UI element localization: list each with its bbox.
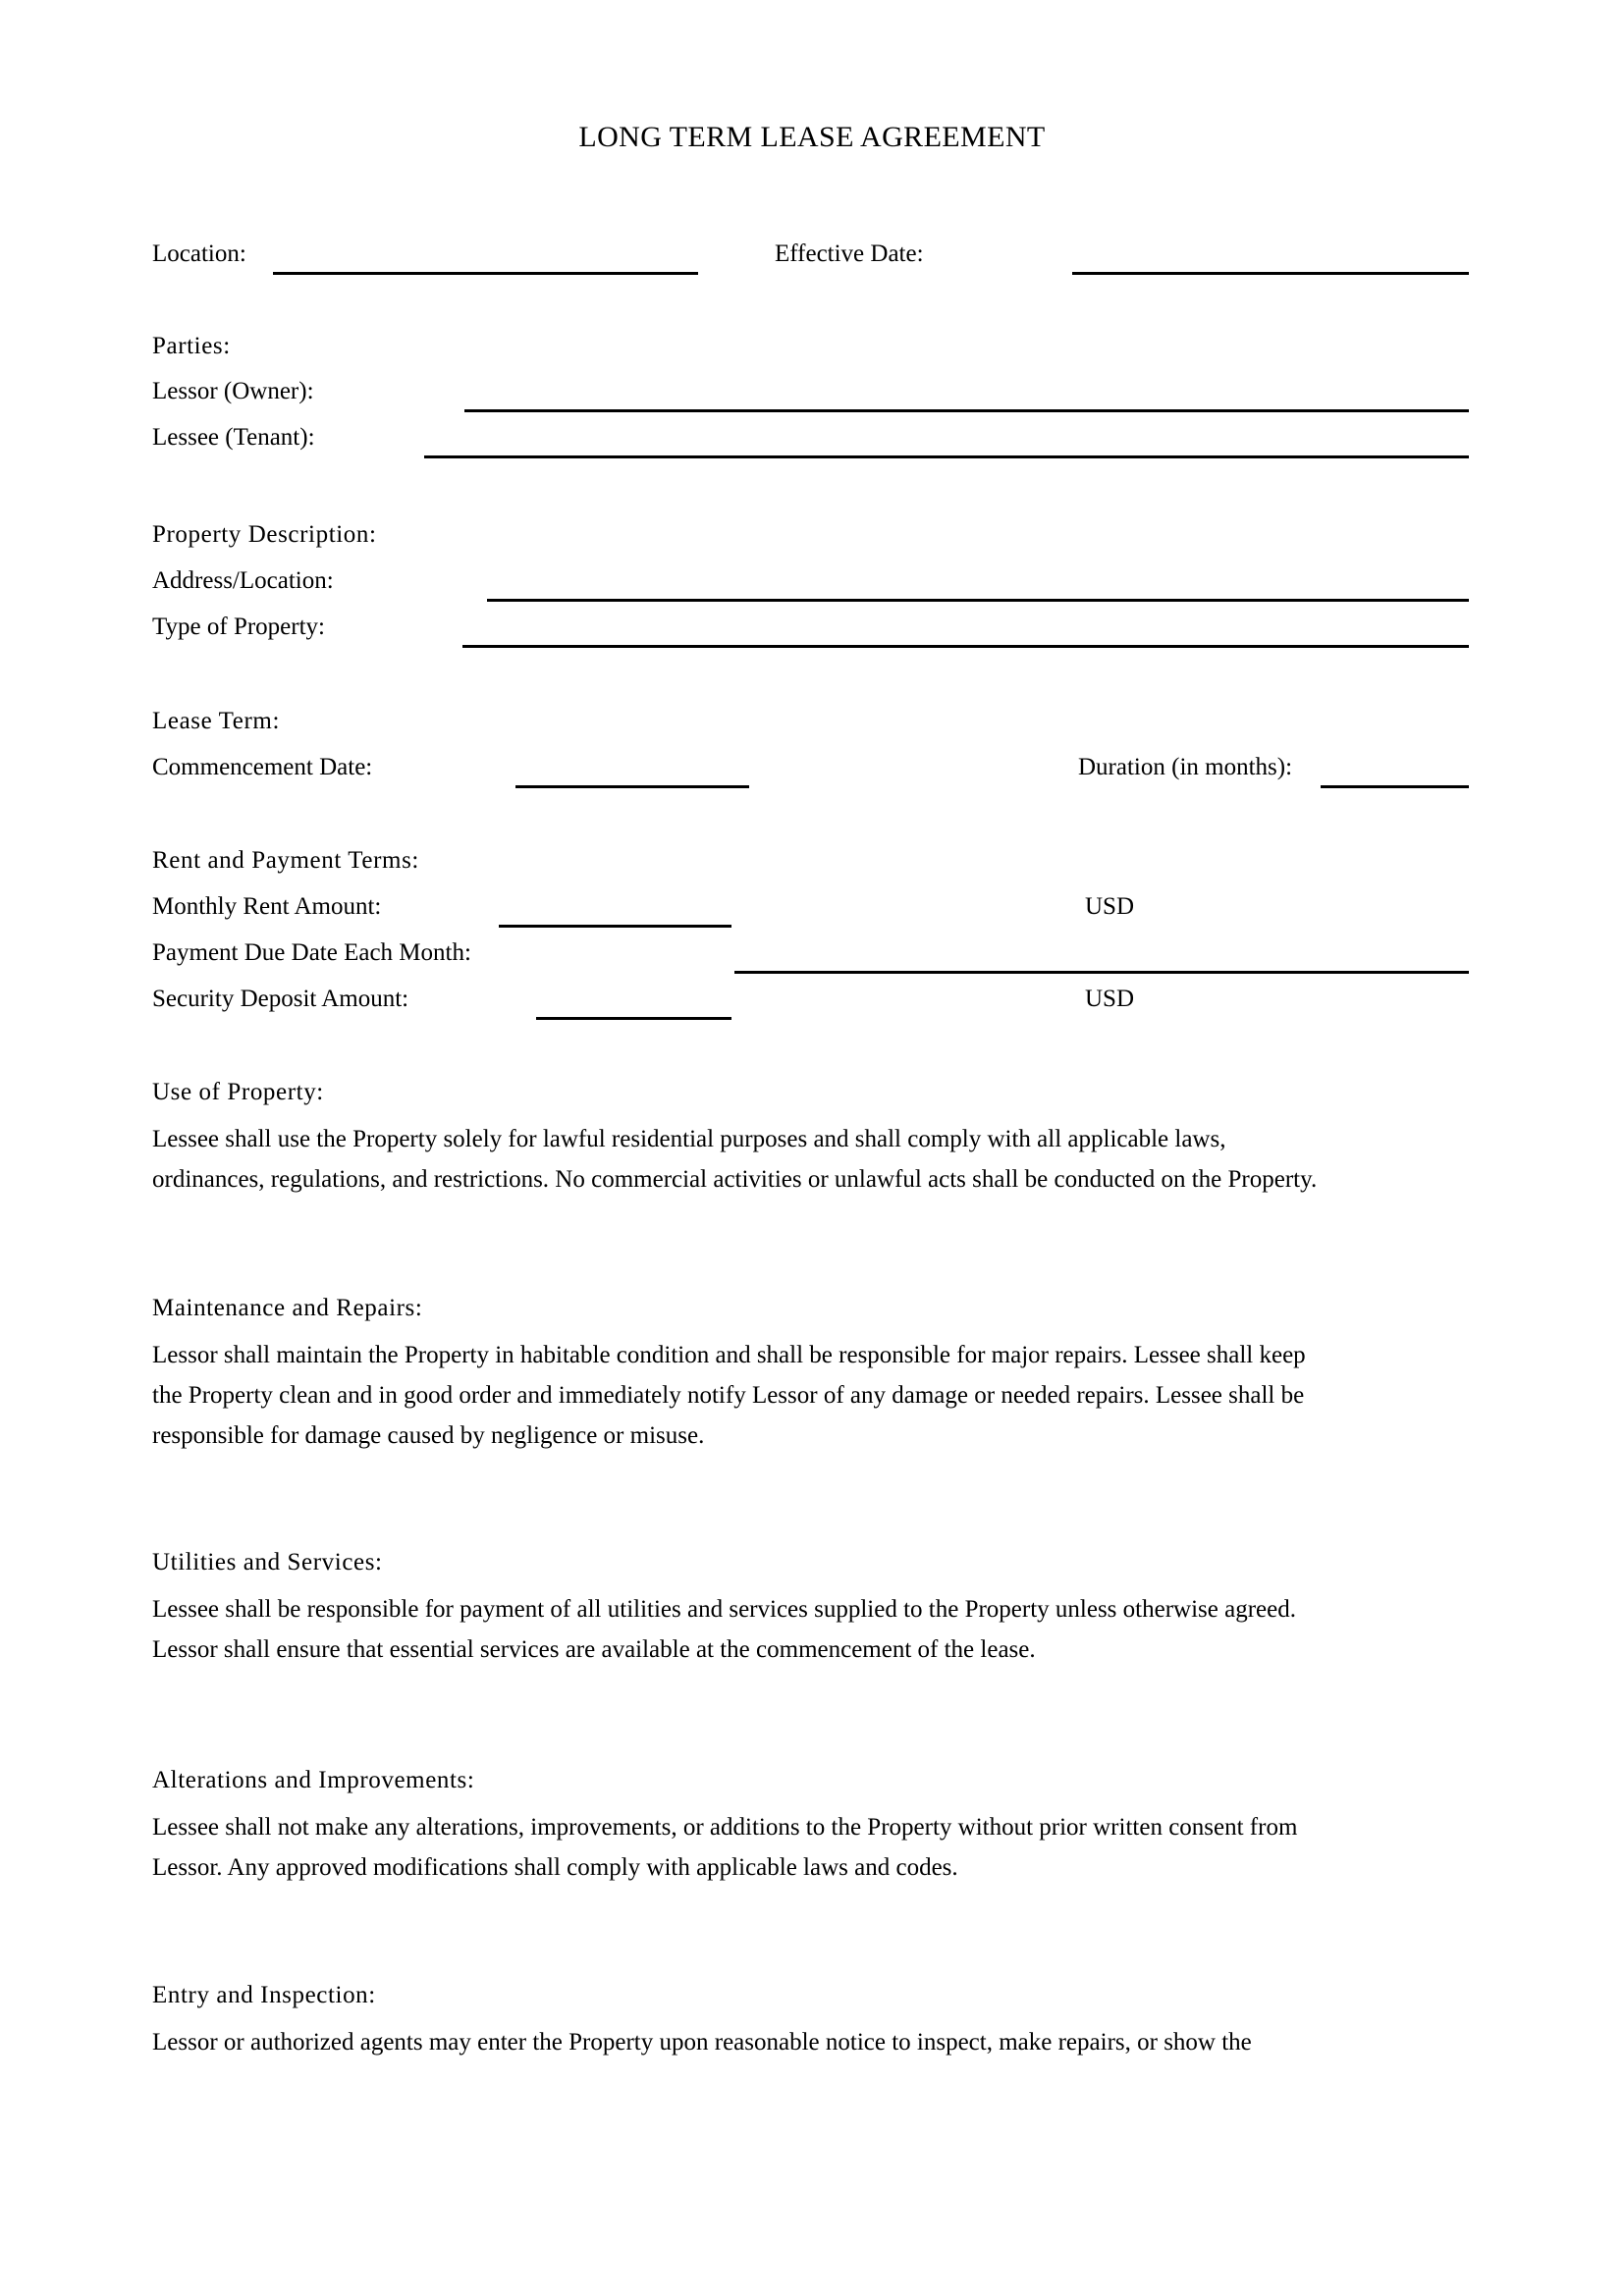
location-label: Location:: [152, 240, 246, 267]
utilities-line-1: Lessee shall be responsible for payment of all utilities and services supplied to the Property unless otherwise agreed.: [152, 1596, 1296, 1623]
address-location-input-rule[interactable]: [487, 599, 1469, 602]
security-deposit-input-rule[interactable]: [536, 1017, 731, 1020]
location-input-rule[interactable]: [273, 272, 698, 275]
commencement-date-label: Commencement Date:: [152, 754, 373, 780]
page-title: LONG TERM LEASE AGREEMENT: [578, 121, 1046, 153]
parties-heading: Parties:: [152, 333, 231, 359]
use-of-property-heading: Use of Property:: [152, 1079, 324, 1105]
type-of-property-input-rule[interactable]: [462, 645, 1469, 648]
maintenance-heading: Maintenance and Repairs:: [152, 1295, 423, 1321]
lease-term-heading: Lease Term:: [152, 708, 281, 734]
duration-label: Duration (in months):: [1078, 754, 1293, 780]
rent-terms-heading: Rent and Payment Terms:: [152, 847, 419, 874]
monthly-rent-input-rule[interactable]: [499, 925, 731, 928]
payment-due-date-label: Payment Due Date Each Month:: [152, 939, 471, 966]
maintenance-line-1: Lessor shall maintain the Property in habitable condition and shall be responsible for major repairs. Lessee shall keep: [152, 1342, 1306, 1368]
effective-date-label: Effective Date:: [775, 240, 924, 267]
entry-inspection-body: [152, 2022, 1478, 2062]
lessor-label: Lessor (Owner):: [152, 378, 314, 404]
security-deposit-label: Security Deposit Amount:: [152, 986, 409, 1012]
alterations-line-1: Lessee shall not make any alterations, improvements, or additions to the Property without prior written consent from: [152, 1814, 1298, 1841]
entry-inspection-line-1: Lessor or authorized agents may enter the Property upon reasonable notice to inspect, make repairs, or show the: [152, 2029, 1252, 2056]
property-description-heading: Property Description:: [152, 521, 377, 548]
type-of-property-label: Type of Property:: [152, 614, 325, 640]
utilities-line-2: Lessor shall ensure that essential services are available at the commencement of the lease.: [152, 1636, 1036, 1663]
entry-inspection-heading: Entry and Inspection:: [152, 1982, 376, 2008]
commencement-date-input-rule[interactable]: [515, 785, 749, 788]
monthly-rent-label: Monthly Rent Amount:: [152, 893, 382, 920]
alterations-line-2: Lessor. Any approved modifications shall comply with applicable laws and codes.: [152, 1854, 958, 1881]
use-of-property-line-2: ordinances, regulations, and restrictions. No commercial activities or unlawful acts shall be conducted on the Property.: [152, 1166, 1318, 1193]
alterations-heading: Alterations and Improvements:: [152, 1767, 475, 1793]
use-of-property-body: [152, 1119, 1478, 1200]
security-deposit-currency: USD: [1085, 986, 1135, 1012]
lessor-input-rule[interactable]: [464, 409, 1469, 412]
utilities-heading: Utilities and Services:: [152, 1549, 383, 1575]
payment-due-date-input-rule[interactable]: [734, 971, 1469, 974]
monthly-rent-currency: USD: [1085, 893, 1135, 920]
use-of-property-line-1: Lessee shall use the Property solely for lawful residential purposes and shall comply with all applicable laws,: [152, 1126, 1226, 1152]
utilities-body: [152, 1589, 1478, 1670]
lessee-input-rule[interactable]: [424, 455, 1469, 458]
alterations-body: [152, 1807, 1478, 1888]
effective-date-input-rule[interactable]: [1072, 272, 1469, 275]
maintenance-body: [152, 1335, 1478, 1456]
maintenance-line-2: the Property clean and in good order and immediately notify Lessor of any damage or needed repairs. Lessee shall be: [152, 1382, 1305, 1409]
address-location-label: Address/Location:: [152, 567, 334, 594]
duration-input-rule[interactable]: [1321, 785, 1469, 788]
lessee-label: Lessee (Tenant):: [152, 424, 315, 451]
maintenance-line-3: responsible for damage caused by negligence or misuse.: [152, 1422, 705, 1449]
